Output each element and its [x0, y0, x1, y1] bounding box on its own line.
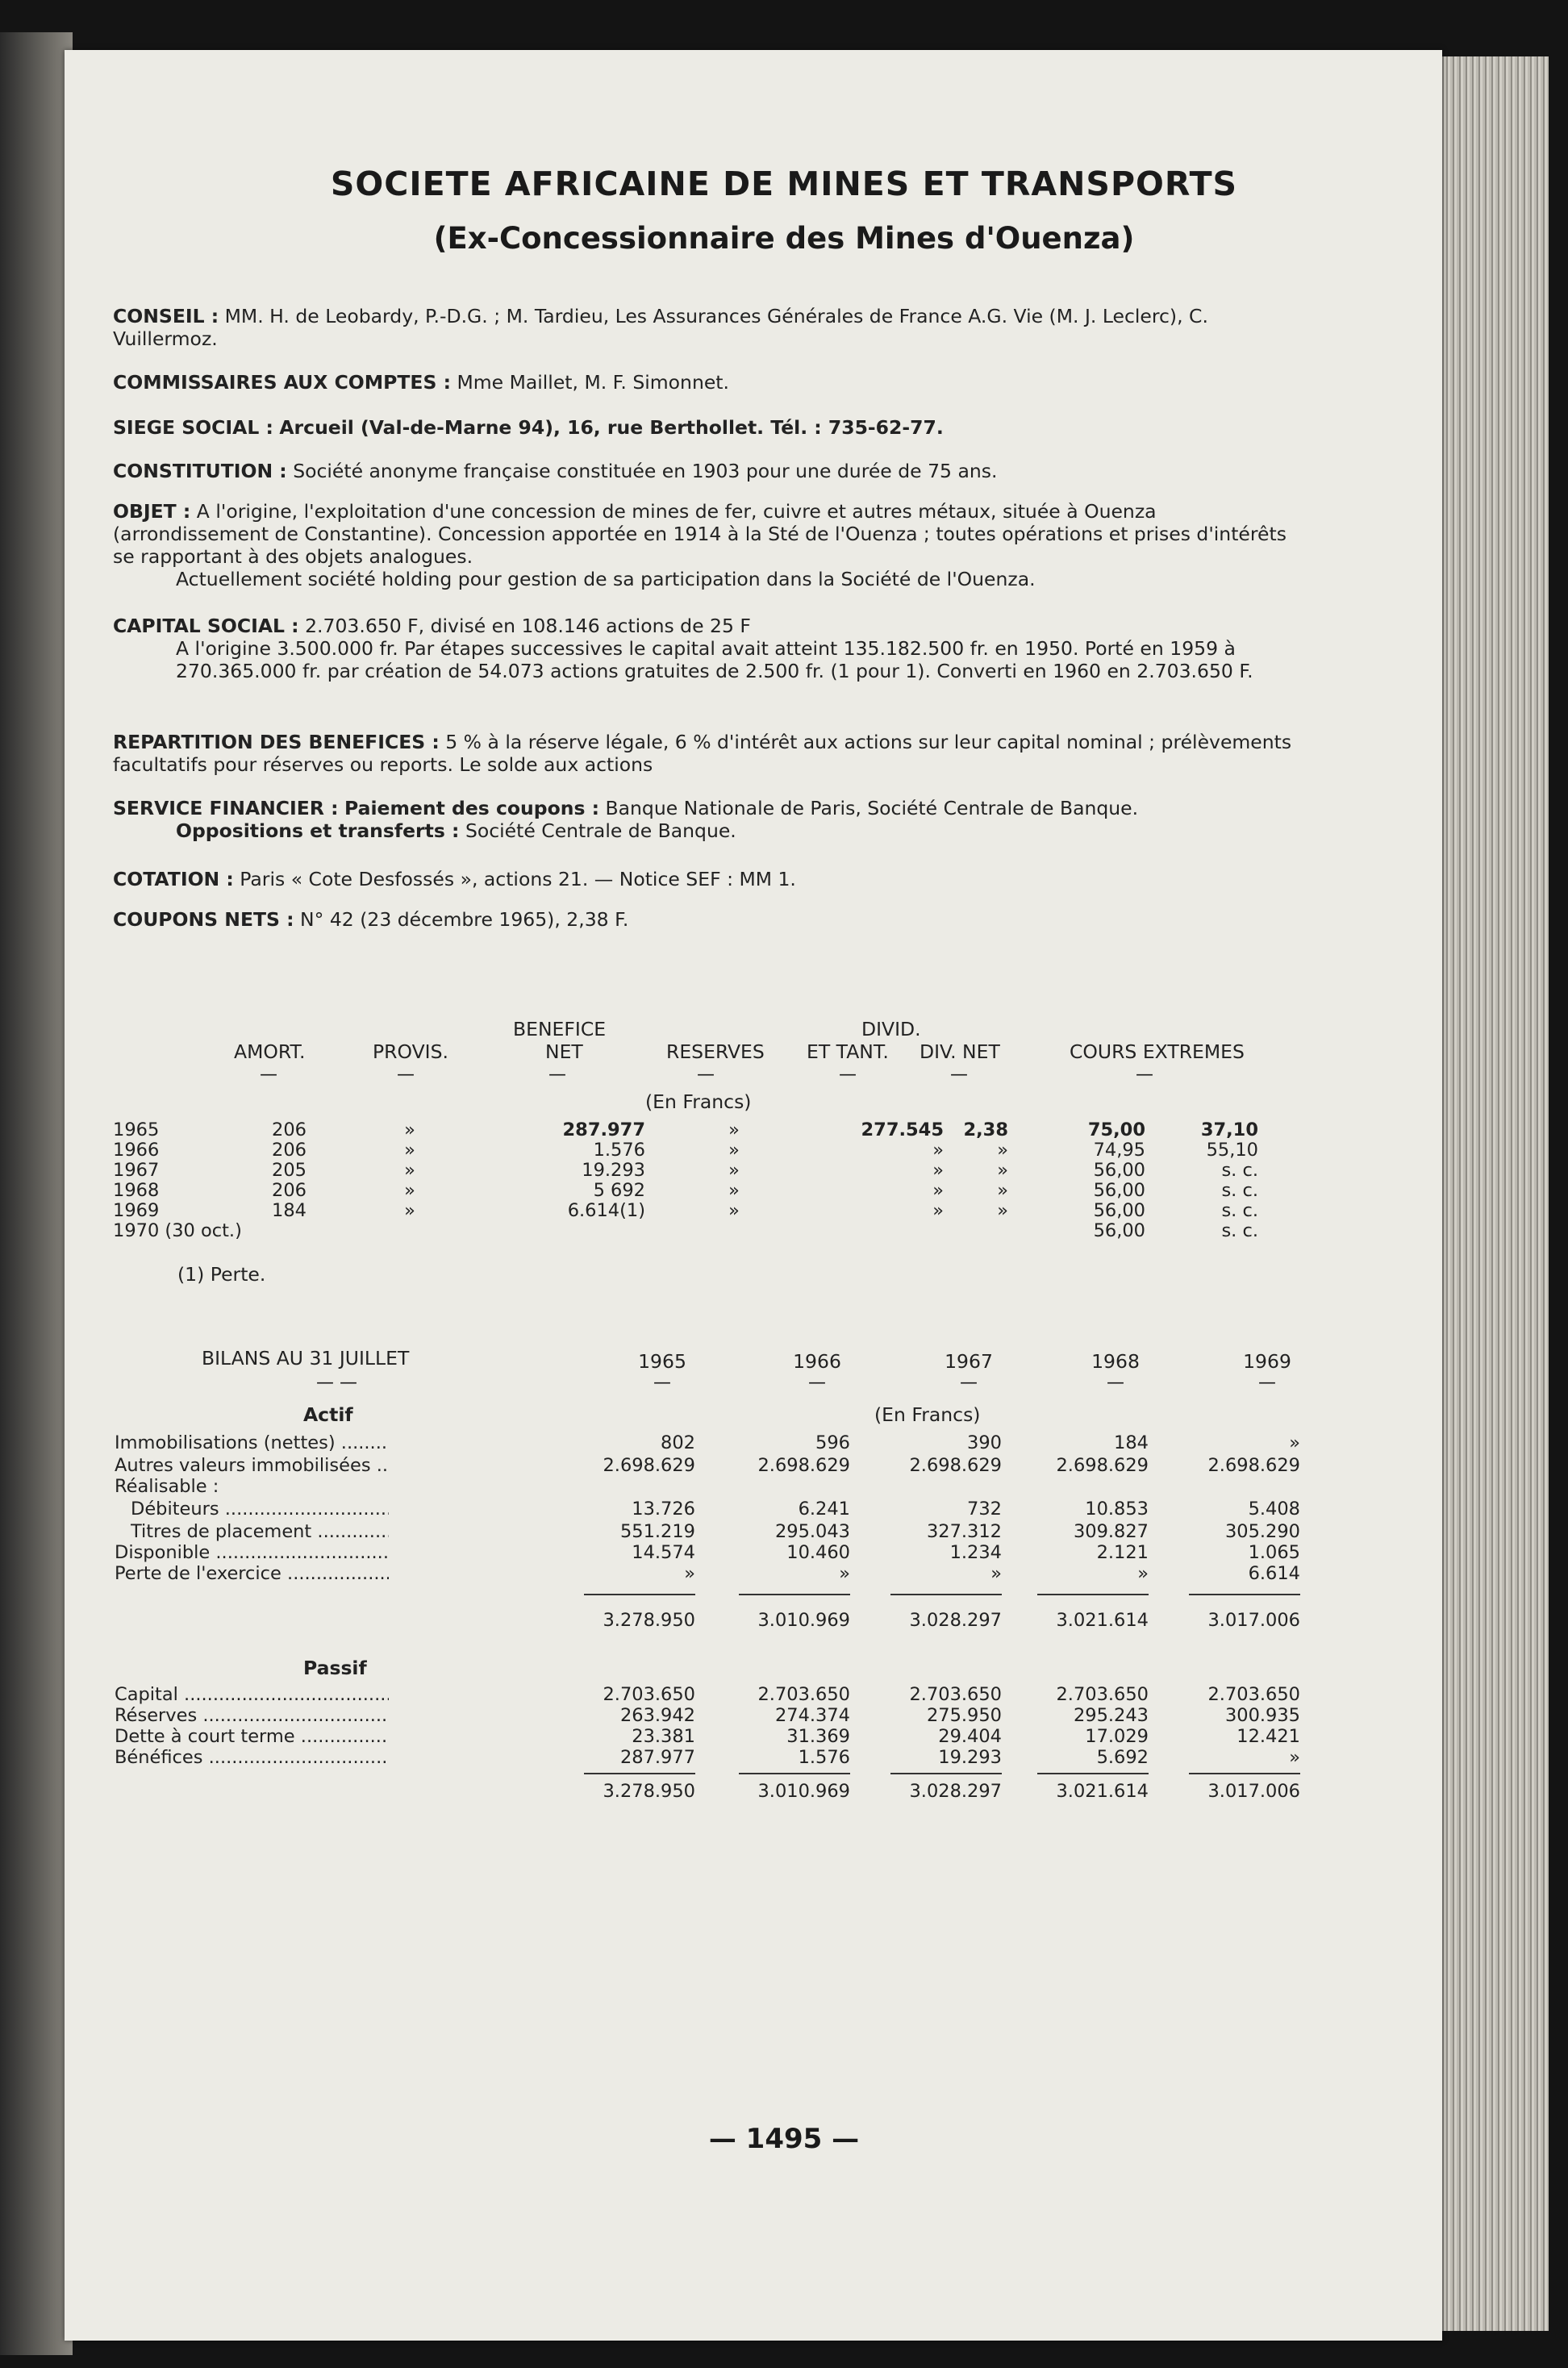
balance-cell: 295.243: [1073, 1705, 1149, 1726]
history-cell-benefice: 287.977: [562, 1119, 645, 1140]
history-row: [0, 1140, 1568, 1161]
cotation-text: Paris « Cote Desfossés », actions 21. — Notice SEF : MM 1.: [240, 868, 796, 890]
history-cell-reserves: »: [728, 1140, 740, 1161]
total-rule: [890, 1594, 1002, 1595]
history-cell-amort: 206: [272, 1180, 307, 1201]
balance-cell: 327.312: [926, 1521, 1002, 1542]
balance-row-label: Disponible .....: [115, 1542, 389, 1563]
history-cell-provis: »: [404, 1140, 415, 1161]
balance-row: [0, 1684, 1568, 1707]
objet-label: OBJET :: [113, 500, 191, 523]
balance-cell: 275.950: [926, 1705, 1002, 1726]
total-rule: [1037, 1594, 1149, 1595]
balance-unit: (En Francs): [874, 1403, 981, 1426]
balance-cell: »: [990, 1563, 1002, 1584]
history-cell-divnet: »: [997, 1180, 1008, 1201]
history-row: [0, 1119, 1568, 1140]
history-cell-cours2: s. c.: [1221, 1160, 1258, 1181]
balance-title: BILANS AU 31 JUILLET: [202, 1347, 410, 1370]
balance-cell: 12.421: [1236, 1726, 1300, 1747]
total-rule: [1189, 1594, 1300, 1595]
balance-row: [0, 1521, 1568, 1544]
history-cell-amort: 205: [272, 1160, 307, 1181]
unit-label: (En Francs): [645, 1090, 752, 1113]
balance-cell: 5.692: [1096, 1747, 1149, 1768]
total-rule: [584, 1594, 695, 1595]
balance-cell: »: [1289, 1747, 1300, 1768]
footnote: (1) Perte.: [177, 1263, 266, 1286]
balance-cell: 3.017.006: [1207, 1610, 1300, 1631]
th-rule: —: [397, 1065, 415, 1085]
balance-row-label: Perte de l'exercice .....: [115, 1563, 389, 1584]
balance-cell: 6.241: [798, 1499, 850, 1520]
history-cell-divnet: »: [997, 1200, 1008, 1221]
service-line-2: [113, 819, 1303, 842]
history-cell-divnet: 2,38: [963, 1119, 1008, 1140]
balance-row: [0, 1432, 1568, 1455]
history-cell-cours2: 55,10: [1206, 1140, 1258, 1161]
th-rule: —: [839, 1065, 857, 1085]
balance-row-label: Capital .....: [115, 1684, 389, 1705]
balance-cell: 10.853: [1085, 1499, 1149, 1520]
history-cell-reserves: »: [728, 1180, 740, 1201]
commissaires-section: [113, 371, 1303, 394]
history-cell-year: 1970 (30 oct.): [113, 1220, 242, 1241]
total-rule: [1037, 1773, 1149, 1774]
history-cell-divid: »: [932, 1140, 944, 1161]
history-cell-divnet: »: [997, 1160, 1008, 1181]
balance-row: [0, 1563, 1568, 1586]
passif-label: Passif: [303, 1657, 367, 1679]
siege-text: Arcueil (Val-de-Marne 94), 16, rue Berthollet. Tél. : 735-62-77.: [279, 416, 944, 439]
repartition-label: REPARTITION DES BENEFICES :: [113, 731, 440, 753]
balance-cell: 1.065: [1248, 1542, 1300, 1563]
service-sub-1: Paiement des coupons :: [344, 797, 600, 819]
year-rule: —: [960, 1373, 978, 1393]
balance-row: [0, 1455, 1568, 1478]
th-rule: —: [950, 1065, 968, 1085]
total-rule: [584, 1773, 695, 1774]
th-rule: —: [260, 1065, 277, 1085]
service-section: [113, 797, 1303, 842]
balance-cell: 10.460: [786, 1542, 850, 1563]
balance-cell: 23.381: [632, 1726, 695, 1747]
siege-label: SIEGE SOCIAL :: [113, 416, 273, 439]
balance-cell: 3.028.297: [909, 1610, 1002, 1631]
balance-cell: »: [1289, 1432, 1300, 1453]
history-cell-provis: »: [404, 1119, 415, 1140]
commissaires-label: COMMISSAIRES AUX COMPTES :: [113, 371, 451, 394]
balance-cell: »: [839, 1563, 850, 1584]
balance-year: 1967: [945, 1350, 993, 1373]
th-rule: —: [548, 1065, 566, 1085]
balance-cell: 305.290: [1224, 1521, 1300, 1542]
balance-cell: 3.021.614: [1056, 1781, 1149, 1802]
coupons-section: [113, 908, 1303, 931]
balance-cell: 2.703.650: [1056, 1684, 1149, 1705]
balance-year: 1969: [1243, 1350, 1291, 1373]
th-divid: DIVID.: [861, 1018, 921, 1040]
balance-cell: 19.293: [938, 1747, 1002, 1768]
total-rule: [890, 1773, 1002, 1774]
balance-row: [0, 1705, 1568, 1728]
balance-cell: »: [1137, 1563, 1149, 1584]
total-rule: [739, 1594, 850, 1595]
balance-cell: 2.703.650: [757, 1684, 850, 1705]
balance-cell: 3.278.950: [603, 1781, 695, 1802]
balance-cell: 802: [661, 1432, 695, 1453]
th-div-net: DIV. NET: [920, 1040, 1000, 1063]
balance-row-label: Autres valeurs immobilisées .....: [115, 1455, 389, 1476]
balance-cell: 3.278.950: [603, 1610, 695, 1631]
balance-row: [0, 1610, 1568, 1632]
history-cell-reserves: »: [728, 1160, 740, 1181]
balance-row-label: Dette à court terme .....: [115, 1726, 389, 1747]
balance-cell: 3.010.969: [757, 1781, 850, 1802]
objet-text: A l'origine, l'exploitation d'une concession de mines de fer, cuivre et autres métaux, située à Ouenza (arrondissement de Constantine). Concession apportée en 1914 à la Sté de l'Ouenza ; toutes opérations et prises d'intérêts se rapportant à des objets analogues.: [113, 500, 1287, 568]
balance-cell: 2.698.629: [757, 1455, 850, 1476]
history-cell-year: 1969: [113, 1200, 160, 1221]
constitution-section: [113, 460, 1303, 482]
history-cell-provis: »: [404, 1180, 415, 1201]
capital-label: CAPITAL SOCIAL :: [113, 615, 299, 637]
capital-section: [113, 615, 1303, 682]
th-provis: PROVIS.: [373, 1040, 448, 1063]
cotation-label: COTATION :: [113, 868, 234, 890]
history-cell-provis: »: [404, 1160, 415, 1181]
history-cell-cours1: 56,00: [1093, 1160, 1145, 1181]
balance-row: [0, 1499, 1568, 1521]
balance-cell: »: [684, 1563, 695, 1584]
history-cell-cours1: 75,00: [1087, 1119, 1145, 1140]
history-cell-divnet: »: [997, 1140, 1008, 1161]
history-cell-benefice: 6.614(1): [567, 1200, 645, 1221]
constitution-label: CONSTITUTION :: [113, 460, 287, 482]
history-cell-cours1: 74,95: [1093, 1140, 1145, 1161]
balance-cell: 3.010.969: [757, 1610, 850, 1631]
repartition-text: 5 % à la réserve légale, 6 % d'intérêt aux actions sur leur capital nominal ; prélèvements facultatifs pour réserves ou reports. Le solde aux actions: [113, 731, 1292, 776]
balance-cell: 287.977: [619, 1747, 695, 1768]
objet-section: [113, 500, 1303, 590]
th-benefice: BENEFICE: [513, 1018, 607, 1040]
cotation-section: [113, 868, 1303, 890]
page-title: SOCIETE AFRICAINE DE MINES ET TRANSPORTS: [330, 165, 1238, 203]
balance-row-label: Titres de placement .....: [131, 1521, 389, 1542]
history-row: [0, 1220, 1568, 1241]
total-rule: [739, 1773, 850, 1774]
history-cell-reserves: »: [728, 1200, 740, 1221]
year-rule: —: [1107, 1373, 1124, 1393]
constitution-text: Société anonyme française constituée en 1903 pour une durée de 75 ans.: [293, 460, 998, 482]
history-cell-benefice: 5 692: [593, 1180, 645, 1201]
balance-row-label: Débiteurs .....: [131, 1499, 389, 1520]
history-cell-benefice: 19.293: [582, 1160, 645, 1181]
service-text-2: Société Centrale de Banque.: [465, 819, 736, 842]
balance-cell: 309.827: [1073, 1521, 1149, 1542]
service-label: SERVICE FINANCIER :: [113, 797, 339, 819]
history-row: [0, 1200, 1568, 1221]
conseil-section: [113, 305, 1303, 350]
conseil-label: CONSEIL :: [113, 305, 219, 327]
balance-cell: 300.935: [1224, 1705, 1300, 1726]
balance-cell: 3.028.297: [909, 1781, 1002, 1802]
balance-row-label: Bénéfices .....: [115, 1747, 389, 1768]
history-cell-divid: 277.545: [861, 1119, 944, 1140]
th-rule: —: [1136, 1065, 1153, 1085]
balance-cell: 29.404: [938, 1726, 1002, 1747]
balance-cell: 1.234: [949, 1542, 1002, 1563]
history-cell-cours1: 56,00: [1093, 1200, 1145, 1221]
balance-row: [0, 1542, 1568, 1565]
balance-cell: 184: [1114, 1432, 1149, 1453]
history-cell-year: 1966: [113, 1140, 160, 1161]
history-cell-cours2: 37,10: [1200, 1119, 1258, 1140]
objet-text-2: Actuellement société holding pour gestion de sa participation dans la Société de l'Ouenza.: [176, 568, 1036, 590]
history-cell-amort: 206: [272, 1140, 307, 1161]
balance-cell: 5.408: [1248, 1499, 1300, 1520]
balance-cell: 2.703.650: [1207, 1684, 1300, 1705]
balance-cell: 17.029: [1085, 1726, 1149, 1747]
history-cell-year: 1965: [113, 1119, 160, 1140]
total-rule: [1189, 1773, 1300, 1774]
balance-year: 1966: [793, 1350, 841, 1373]
balance-cell: 274.374: [774, 1705, 850, 1726]
balance-cell: 1.576: [798, 1747, 850, 1768]
balance-cell: 732: [967, 1499, 1002, 1520]
page-number: — 1495 —: [708, 2123, 860, 2155]
th-net: NET: [545, 1040, 583, 1063]
year-rule: —: [653, 1373, 671, 1393]
actif-label: Actif: [303, 1403, 353, 1426]
history-cell-amort: 184: [272, 1200, 307, 1221]
history-cell-divid: »: [932, 1160, 944, 1181]
history-cell-divid: »: [932, 1200, 944, 1221]
history-cell-cours1: 56,00: [1093, 1220, 1145, 1241]
balance-cell: 551.219: [619, 1521, 695, 1542]
th-rule: —: [697, 1065, 715, 1085]
history-cell-amort: 206: [272, 1119, 307, 1140]
th-et-tant: ET TANT.: [807, 1040, 889, 1063]
balance-row-label: Réalisable :: [115, 1476, 219, 1497]
balance-year: 1968: [1091, 1350, 1140, 1373]
balance-row: [0, 1747, 1568, 1770]
balance-cell: 2.698.629: [603, 1455, 695, 1476]
history-cell-provis: »: [404, 1200, 415, 1221]
history-cell-year: 1968: [113, 1180, 160, 1201]
siege-section: [113, 416, 1303, 439]
balance-cell: 2.698.629: [1056, 1455, 1149, 1476]
balance-cell: 390: [967, 1432, 1002, 1453]
coupons-text: N° 42 (23 décembre 1965), 2,38 F.: [300, 908, 629, 931]
balance-row-label: Immobilisations (nettes) .....: [115, 1432, 389, 1453]
balance-cell: 31.369: [786, 1726, 850, 1747]
balance-cell: 2.698.629: [1207, 1455, 1300, 1476]
balance-row: [0, 1476, 1568, 1499]
history-row: [0, 1160, 1568, 1181]
history-cell-year: 1967: [113, 1160, 160, 1181]
balance-cell: 263.942: [619, 1705, 695, 1726]
balance-cell: 2.121: [1096, 1542, 1149, 1563]
balance-cell: 14.574: [632, 1542, 695, 1563]
capital-text: 2.703.650 F, divisé en 108.146 actions de 25 F: [305, 615, 751, 637]
coupons-label: COUPONS NETS :: [113, 908, 294, 931]
balance-cell: 2.703.650: [603, 1684, 695, 1705]
history-cell-cours2: s. c.: [1221, 1180, 1258, 1201]
commissaires-text: Mme Maillet, M. F. Simonnet.: [457, 371, 729, 394]
conseil-text: MM. H. de Leobardy, P.-D.G. ; M. Tardieu, Les Assurances Générales de France A.G. Vie (M. J. Leclerc), C. Vuillermoz.: [113, 305, 1208, 350]
history-cell-divid: »: [932, 1180, 944, 1201]
balance-cell: 295.043: [774, 1521, 850, 1542]
balance-year: 1965: [638, 1350, 686, 1373]
repartition-section: [113, 731, 1303, 776]
balance-row: [0, 1726, 1568, 1749]
year-rule: —: [1258, 1373, 1276, 1393]
balance-cell: 3.017.006: [1207, 1781, 1300, 1802]
history-cell-cours2: s. c.: [1221, 1220, 1258, 1241]
balance-cell: 6.614: [1248, 1563, 1300, 1584]
history-cell-reserves: »: [728, 1119, 740, 1140]
history-cell-benefice: 1.576: [593, 1140, 645, 1161]
history-row: [0, 1180, 1568, 1201]
th-amort: AMORT.: [234, 1040, 306, 1063]
balance-cell: 13.726: [632, 1499, 695, 1520]
service-sub-2: Oppositions et transferts :: [176, 819, 460, 842]
balance-row-label: Réserves .....: [115, 1705, 389, 1726]
balance-cell: 596: [815, 1432, 850, 1453]
balance-cell: 2.698.629: [909, 1455, 1002, 1476]
service-text-1: Banque Nationale de Paris, Société Centrale de Banque.: [605, 797, 1139, 819]
th-reserves: RESERVES: [666, 1040, 765, 1063]
balance-cell: 2.703.650: [909, 1684, 1002, 1705]
history-cell-cours2: s. c.: [1221, 1200, 1258, 1221]
balance-row: [0, 1781, 1568, 1803]
capital-text-2: A l'origine 3.500.000 fr. Par étapes successives le capital avait atteint 135.182.500 fr. en 1950. Porté en 1959 à 270.365.000 fr. par création de 54.073 actions gratuites de 2.500 fr. (1 pour 1). Converti en 1960 en 2.703.650 F.: [176, 637, 1253, 682]
history-cell-cours1: 56,00: [1093, 1180, 1145, 1201]
balance-rule: — —: [316, 1373, 357, 1393]
year-rule: —: [808, 1373, 826, 1393]
balance-cell: 3.021.614: [1056, 1610, 1149, 1631]
th-cours: COURS EXTREMES: [1070, 1040, 1245, 1063]
page-subtitle: (Ex-Concessionnaire des Mines d'Ouenza): [433, 221, 1135, 256]
